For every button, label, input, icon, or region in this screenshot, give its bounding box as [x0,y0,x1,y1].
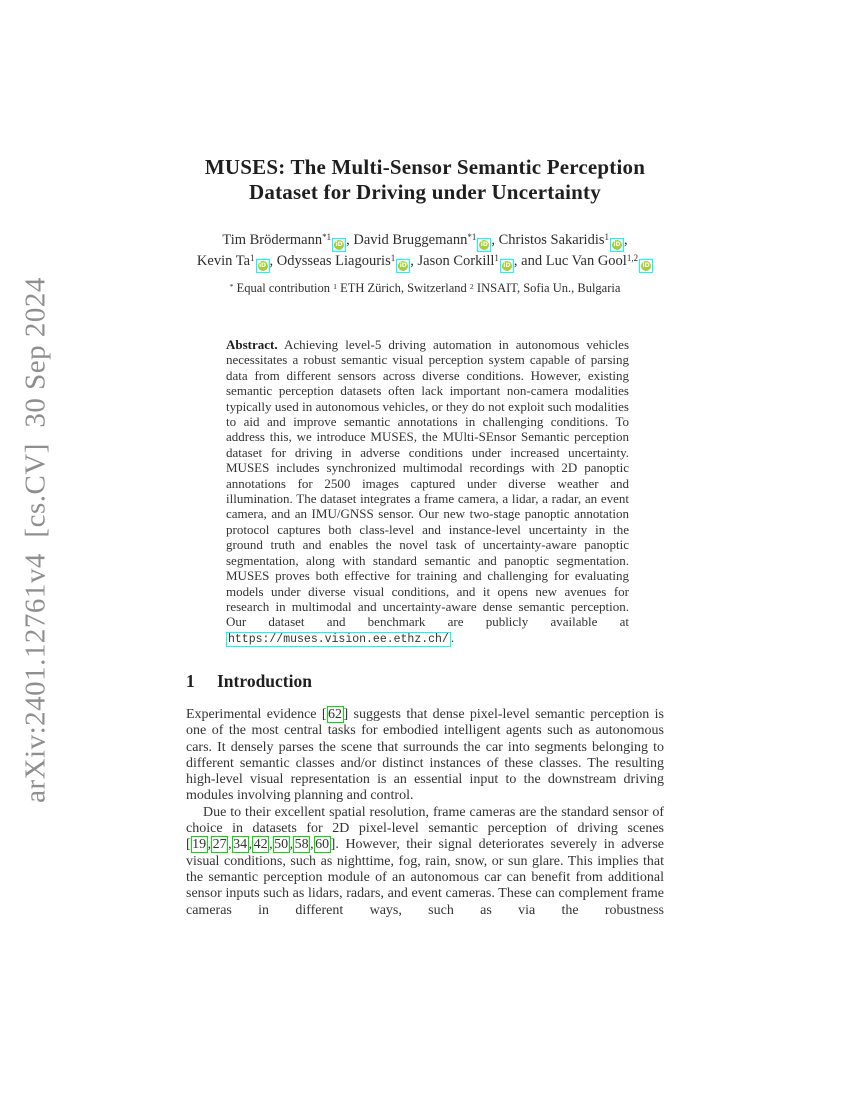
orcid-icon: iD [503,262,511,269]
citation-link[interactable]: 34 [233,837,248,853]
dataset-url-link[interactable]: https://muses.vision.ee.ethz.ch/ [228,632,449,646]
section-title: Introduction [217,671,312,691]
superscript-marker: 1 [333,281,337,291]
superscript-marker: 2 [469,281,474,291]
citation-link[interactable]: 19 [192,837,207,853]
citation-link[interactable]: 27 [212,837,227,853]
affiliation-line: * Equal contribution $^1$ ETH Zürich, Switzerland $^2$ INSAIT, Sofia Un., Bulgaria [229,281,621,295]
paper-title [0,155,850,205]
superscript-marker: 1 [604,231,609,242]
author-line-1: Tim Brödermann$^{*1}$iD , David Bruggemann$^{*1}$iD , Christos Sakaridis$^1$iD , [0,231,850,252]
superscript-marker: 1 [494,252,499,263]
orcid-icon: iD [335,241,343,248]
paper-title-line-2: Dataset for Driving under Uncertainty [249,180,601,204]
orcid-link[interactable] [256,259,270,273]
orcid-icon: iD [613,241,621,248]
introduction-body [186,707,664,919]
paper-title-line-1: MUSES: The Multi-Sensor Semantic Perception [204,155,646,179]
superscript-marker: * [229,281,234,291]
orcid-link[interactable] [396,259,410,273]
superscript-marker: *1 [467,231,477,242]
superscript-marker: 1 [250,252,255,263]
abstract-label: Abstract. [226,337,278,352]
citation-link[interactable]: 62 [328,707,343,722]
orcid-icon: iD [480,241,488,248]
orcid-link[interactable] [500,259,514,273]
orcid-icon: iD [642,262,650,269]
citation-link[interactable]: 50 [274,837,289,853]
abstract-block: Abstract. Achieving level-5 driving automation in autonomous vehicles necessitates a robust semantic visual perception system capable of parsing data from different sensors across diverse conditions. However, existing semantic perception datasets often lack important non-camera modalities typically used in autonomous vehicles, or they do not exploit such modalities to aid and improve semantic annotations in challenging conditions. To address this, we introduce MUSES, the MUlti-SEnsor Semantic perception dataset for driving in adverse conditions under increased uncertainty. MUSES includes synchronized multimodal recordings with 2D panoptic annotations for 2500 images captured under diverse weather and illumination. The dataset integrates a frame camera, a lidar, a radar, an event camera, and an IMU/GNSS sensor. Our new two-stage panoptic annotation protocol captures both class-level and instance-level uncertainty in the ground truth and enables the novel task of uncertainty-aware panoptic segmentation, along with standard semantic and panoptic segmentation. MUSES proves both effective for training and challenging for evaluating models under diverse visual conditions, and it opens new avenues for research in multimodal and uncertainty-aware dense semantic perception. Our dataset and benchmark are publicly available at https://muses.vision.ee.ethz.ch/ . [226,337,629,646]
section-heading-introduction [186,671,312,692]
orcid-link[interactable] [332,238,346,252]
arxiv-watermark: arXiv:2401.12761v4 [cs.CV] 30 Sep 2024 [19,277,52,803]
superscript-marker: 1 [390,252,396,263]
citation-link[interactable]: 42 [253,837,268,853]
intro-paragraph-2: Due to their excellent spatial resolution, frame cameras are the standard sensor of choice in datasets for 2D pixel-level semantic perception of driving scenes [ 19 , 27 , 34 , 42 , 50 , 58 , 60 ]. However, their signal deteriorates severely in adverse visual conditions, such as nighttime, fog, rain, snow, or sun glare. This implies that the semantic perception module of an autonomous car can benefit from additional sensor inputs such as lidars, radars, and event cameras. These can complement frame cameras in different ways, such as via the robustness [186,804,664,918]
orcid-icon: iD [258,262,267,269]
intro-paragraph-1: Experimental evidence [ 62 ] suggests that dense pixel-level semantic perception is one of the most central tasks for embodied intelligent agents such as autonomous cars. It densely parses the scene that surrounds the car into segments belonging to different semantic classes and/or distinct instances of these classes. The resulting high-level visual representation is an essential input to the downstream driving modules involving planning and control. [186,707,664,804]
author-line-2: Kevin Ta$^1$iD , Odysseas Liagouris$^1$iD , Jason Corkill$^1$iD , and Luc Van Gool$^{1,2}$iD [0,252,850,273]
orcid-link[interactable] [610,238,624,252]
citation-link[interactable]: 58 [294,837,309,853]
orcid-link[interactable] [639,259,653,273]
citation-link[interactable]: 60 [315,837,330,853]
section-number: 1 [186,671,195,691]
superscript-marker: 1,2 [626,252,639,263]
orcid-icon: iD [399,262,407,269]
superscript-marker: *1 [322,231,332,242]
author-list [0,231,850,273]
orcid-link[interactable] [477,238,491,252]
